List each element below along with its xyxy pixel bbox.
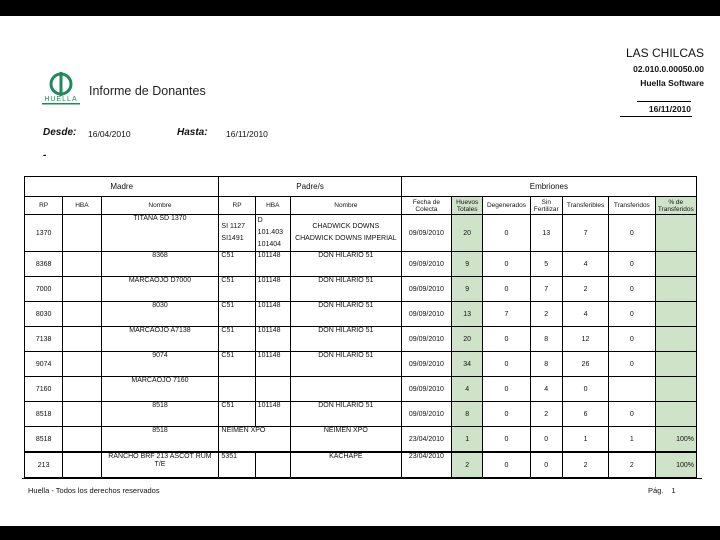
cell-hba [63,377,101,402]
padre-hba-1: D 101.403 [257,217,283,236]
col-nombre: Nombre [101,197,219,215]
group-madre: Madre [25,177,219,197]
cell-degenerados: 0 [483,327,530,352]
cell-padre-rp [219,215,255,252]
cell-huevos: 8 [452,402,483,427]
report-page [0,16,720,526]
cell-hba [63,252,101,277]
cell-transferidos [609,377,655,402]
cell-padre-rp: C51 [219,352,255,377]
cell-rp: 8030 [25,302,63,327]
cell-pct [655,377,696,402]
cell-transferibles: 12 [562,327,608,352]
hasta-label: Hasta: [177,127,208,138]
table-row [25,327,697,352]
cell-degenerados: 0 [483,277,530,302]
table-row [25,215,697,252]
cell-fecha: 09/09/2010 [401,352,451,377]
col-padre-rp: RP [219,197,255,215]
cell-padre-hba [255,377,290,402]
cell-padre-rp: C51 [219,252,255,277]
col-padre-nombre: Nombre [290,197,401,215]
cell-transferidos: 0 [609,327,655,352]
cell-nombre: RANCHO BRF 213 ASCOT RUM T/E [101,452,219,478]
cell-pct [655,215,696,252]
cell-transferibles: 7 [562,215,608,252]
desde-label: Desde: [43,127,77,138]
cell-transferidos: 0 [609,352,655,377]
cell-pct [655,327,696,352]
cell-transferibles: 1 [562,427,608,453]
company-name: LAS CHILCAS [625,46,704,60]
cell-hba [63,402,101,427]
padre-rp-2: SI1491 [221,235,244,242]
cell-huevos: 13 [452,302,483,327]
padre-rp-1: SI 1127 [221,223,246,230]
cell-padre-nombre: DON HILARIO 51 [290,252,401,277]
cell-nombre: MARCAOJO 7160 [101,377,219,402]
cell-fecha: 23/04/2010 [401,427,451,453]
col-transferidos: Transferidos [609,197,655,215]
cell-transferidos: 0 [609,277,655,302]
cell-padre-rp: C51 [219,302,255,327]
cell-fecha: 23/04/2010 [401,452,451,478]
cell-rp: 7138 [25,327,63,352]
cell-huevos: 9 [452,252,483,277]
cell-rp: 8518 [25,427,63,453]
cell-nombre: TITANA SD 1370 [101,215,219,252]
cell-degenerados: 0 [483,252,530,277]
cell-padre-hba: 101148 [255,277,290,302]
col-fecha: Fecha de Colecta [401,197,451,215]
cell-padre-hba: 101148 [255,352,290,377]
divider [637,101,691,102]
cell-transferibles: 6 [562,402,608,427]
cell-transferidos: 0 [609,302,655,327]
cell-padre-nombre: DON HILARIO 51 [290,352,401,377]
footer-divider [22,478,702,479]
cell-pct [655,402,696,427]
cell-degenerados: 0 [483,427,530,453]
cell-nombre: MARCAOJO D7000 [101,277,219,302]
padre-hba-2: 101404 [257,241,282,248]
col-pct-transferidos: % de Transferidos [655,197,696,215]
cell-padre-nombre: DON HILARIO 51 [290,327,401,352]
cell-transferibles: 0 [562,377,608,402]
cell-nombre: 9074 [101,352,219,377]
donors-table [24,176,697,478]
cell-rp: 9074 [25,352,63,377]
cell-hba [63,215,101,252]
report-date: 16/11/2010 [648,104,691,114]
hasta-value: 16/11/2010 [226,129,268,139]
cell-transferidos: 0 [609,252,655,277]
table-row [25,277,697,302]
cell-transferibles: 4 [562,302,608,327]
col-degenerados: Degenerados [483,197,530,215]
padre-nombre-1: CHADWICK DOWNS [312,223,380,230]
cell-transferidos: 0 [609,402,655,427]
huella-logo [38,68,84,114]
cell-nombre: 8368 [101,252,219,277]
cell-hba [63,302,101,327]
cell-sin-fertilizar: 0 [530,427,562,453]
cell-padre-nombre: DON HILARIO 51 [290,402,401,427]
cell-pct [655,352,696,377]
cell-degenerados: 0 [483,377,530,402]
cell-huevos: 20 [452,215,483,252]
table-row [25,427,697,453]
cell-fecha: 09/09/2010 [401,277,451,302]
cell-padre-rp [219,377,255,402]
cell-padre-hba [255,215,290,252]
col-rp: RP [25,197,63,215]
cell-degenerados: 0 [483,352,530,377]
cell-padre-hba [255,452,290,478]
cell-degenerados: 0 [483,215,530,252]
cell-transferidos: 2 [609,452,655,478]
cell-hba [63,352,101,377]
col-transferibles: Transferibles [562,197,608,215]
report-title: Informe de Donantes [89,84,206,98]
cell-padre-rp: NEIMEN XPO [219,427,291,453]
cell-degenerados: 7 [483,302,530,327]
cell-padre-nombre: DON HILARIO 51 [290,277,401,302]
cell-rp: 8518 [25,402,63,427]
cell-padre-nombre: NEIMEN XPO [290,427,401,453]
cell-padre-rp: C51 [219,327,255,352]
cell-pct [655,277,696,302]
cell-fecha: 09/09/2010 [401,327,451,352]
footer-page [648,486,676,495]
cell-transferibles: 2 [562,277,608,302]
cell-huevos: 1 [452,427,483,453]
cell-transferibles: 26 [562,352,608,377]
cell-pct: 100% [655,452,696,478]
cell-sin-fertilizar: 0 [530,452,562,478]
col-hba: HBA [63,197,101,215]
cell-sin-fertilizar: 7 [530,277,562,302]
cell-transferibles: 2 [562,452,608,478]
page-label: Pág. [648,486,664,495]
cell-rp: 8368 [25,252,63,277]
cell-padre-rp: 5351 [219,452,255,478]
cell-rp: 7000 [25,277,63,302]
cell-padre-hba: 101148 [255,302,290,327]
group-padres: Padre/s [219,177,401,197]
cell-fecha: 09/09/2010 [401,377,451,402]
cell-sin-fertilizar: 8 [530,352,562,377]
svg-text:HUELLA: HUELLA [44,96,78,103]
cell-sin-fertilizar: 5 [530,252,562,277]
cell-nombre: 8518 [101,402,219,427]
cell-nombre: MARCAOJO A7138 [101,327,219,352]
cell-sin-fertilizar: 8 [530,327,562,352]
cell-hba [63,427,101,453]
col-sin-fertilizar: Sin Fertilizar [530,197,562,215]
report-code: 02.010.0.00050.00 [633,64,704,74]
group-embriones: Embriones [401,177,696,197]
cell-fecha: 09/09/2010 [401,215,451,252]
table-row [25,452,697,478]
cell-rp: 213 [25,452,63,478]
divider [620,116,692,117]
cell-padre-rp: C51 [219,402,255,427]
table-row [25,402,697,427]
cell-huevos: 9 [452,277,483,302]
table-row [25,377,697,402]
cell-nombre: 8518 [101,427,219,453]
cell-rp: 7160 [25,377,63,402]
table-row [25,252,697,277]
cell-degenerados: 0 [483,402,530,427]
cell-sin-fertilizar: 2 [530,402,562,427]
cell-pct [655,252,696,277]
desde-value: 16/04/2010 [88,129,131,139]
footer-rights: Huella - Todos los derechos reservados [28,486,160,495]
cell-padre-nombre: DON HILARIO 51 [290,302,401,327]
cell-padre-nombre [290,215,401,252]
cell-hba [63,277,101,302]
software-name: Huella Software [640,78,704,88]
cell-degenerados: 0 [483,452,530,478]
table-row [25,302,697,327]
cell-transferidos: 1 [609,427,655,453]
cell-huevos: 4 [452,377,483,402]
cell-huevos: 34 [452,352,483,377]
cell-sin-fertilizar: 13 [530,215,562,252]
cell-padre-hba: 101148 [255,327,290,352]
cell-huevos: 20 [452,327,483,352]
cell-padre-hba: 101148 [255,402,290,427]
cell-pct [655,302,696,327]
cell-fecha: 09/09/2010 [401,402,451,427]
cell-padre-nombre [290,377,401,402]
cell-sin-fertilizar: 2 [530,302,562,327]
table-row [25,352,697,377]
cell-fecha: 09/09/2010 [401,302,451,327]
padre-nombre-2: CHADWICK DOWNS IMPERIAL [295,235,397,242]
cell-padre-rp: C51 [219,277,255,302]
cell-pct: 100% [655,427,696,453]
cell-nombre: 8030 [101,302,219,327]
cell-transferibles: 4 [562,252,608,277]
col-padre-hba: HBA [255,197,290,215]
cell-rp: 1370 [25,215,63,252]
page-number: 1 [671,486,676,495]
cell-hba [63,327,101,352]
cell-sin-fertilizar: 4 [530,377,562,402]
cell-fecha: 09/09/2010 [401,252,451,277]
cell-transferidos: 0 [609,215,655,252]
col-huevos: Huevos Totales [452,197,483,215]
cell-padre-hba: 101148 [255,252,290,277]
cell-huevos: 2 [452,452,483,478]
cell-hba [63,452,101,478]
filter-dash: - [43,150,47,161]
cell-padre-nombre: KACHAPE [290,452,401,478]
